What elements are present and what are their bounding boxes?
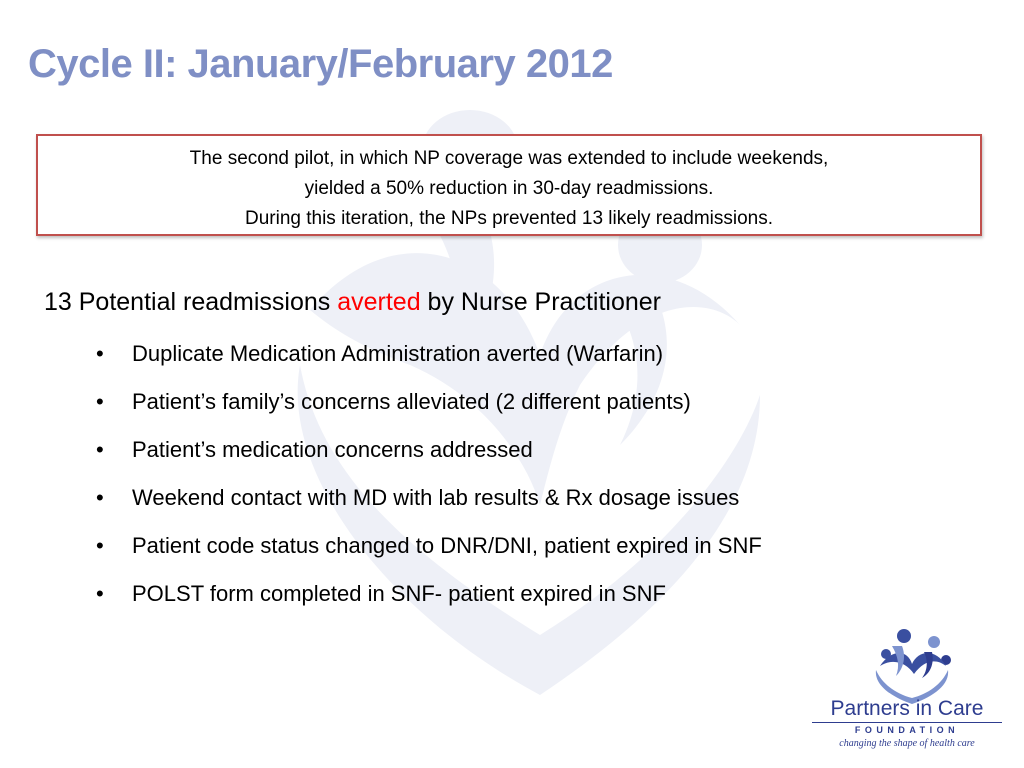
callout-line: yielded a 50% reduction in 30-day readmissions.	[304, 178, 714, 199]
bullet-icon: •	[96, 389, 104, 414]
bullet-icon: •	[96, 437, 104, 462]
heart-figures-logo-icon	[862, 626, 962, 704]
heading-text-before: 13 Potential readmissions	[44, 288, 338, 316]
list-item-text: Patient code status changed to DNR/DNI, patient expired in SNF	[132, 533, 762, 558]
list-item-text: Patient’s medication concerns addressed	[132, 437, 533, 462]
bullet-icon: •	[96, 533, 104, 558]
list-item	[96, 384, 762, 432]
page-title: Cycle II: January/February 2012	[28, 42, 613, 86]
list-item-text: Weekend contact with MD with lab results & Rx dosage issues	[132, 485, 740, 510]
callout-line: During this iteration, the NPs prevented 13 likely readmissions.	[244, 208, 774, 229]
list-item-text: POLST form completed in SNF- patient expired in SNF	[132, 581, 666, 606]
bullet-icon: •	[96, 485, 104, 510]
logo-tagline: changing the shape of health care	[839, 738, 975, 749]
logo-name: Partners in Care	[812, 696, 1002, 723]
bullet-icon: •	[96, 341, 104, 366]
callout-line: The second pilot, in which NP coverage was extended to include weekends,	[189, 148, 829, 169]
list-item-text: Patient’s family’s concerns alleviated (2 different patients)	[132, 389, 691, 414]
summary-callout-box	[36, 134, 982, 236]
section-heading	[44, 284, 661, 320]
heading-text-after: by Nurse Practitioner	[420, 288, 661, 316]
list-item	[96, 480, 762, 528]
logo-subtitle: FOUNDATION	[854, 725, 960, 735]
bullet-list	[96, 336, 762, 624]
list-item	[96, 528, 762, 576]
partners-in-care-logo	[812, 626, 1004, 756]
bullet-icon: •	[96, 581, 104, 606]
list-item	[96, 576, 762, 624]
list-item	[96, 432, 762, 480]
list-item-text: Duplicate Medication Administration averted (Warfarin)	[132, 341, 664, 366]
list-item	[96, 336, 762, 384]
heading-emphasis: averted	[337, 288, 421, 316]
